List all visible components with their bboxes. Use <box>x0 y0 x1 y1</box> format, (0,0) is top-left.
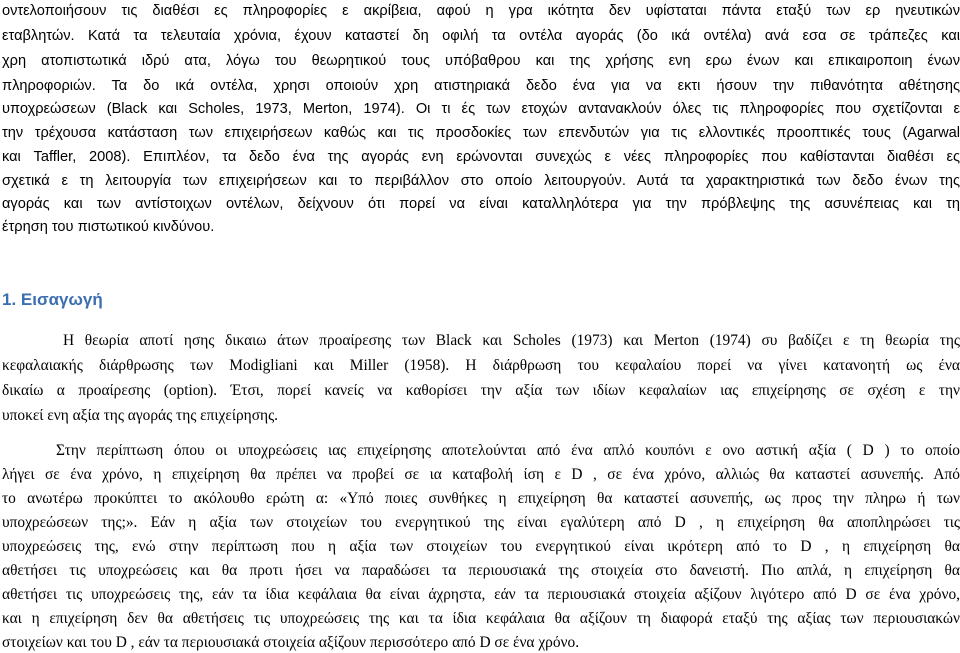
text-line: υποχρεώσεις της, ενώ στην περίπτωση που η αξία των στοιχείων του ενεργητικού είναι ικρότερη από το D , η επιχείρηση θα <box>2 538 960 555</box>
text-line: Στην περίπτωση όπου οι υποχρεώσεις ιας επιχείρησης αποτελούνται από ένα απλό κουπόνι ε ονο αστική αξία ( D ) το οποίο <box>56 442 960 459</box>
text-line: πληροφοριών. Τα δο ικά οντέλα, χρησι οποιούν χρη ατιστηριακά δεδο ένα για να εκτι ήσουν την πιθανότητα αθέτησης <box>2 78 960 94</box>
text-line: υποχρεώσεων της;». Εάν η αξία των στοιχείων του ενεργητικού της είναι εγαλύτερη από D , η επιχείρηση θα αποπληρώσει τις <box>2 514 960 531</box>
text-line: έτρηση του πιστωτικού κινδύνου. <box>2 219 215 235</box>
text-line: αθετήσει τις υποχρεώσεις της, εάν τα ίδια κεφάλαια θα είναι άχρηστα, εάν τα περιουσιακά στοιχεία αξίζουν λιγότερο από D σε ένα χρόνο, <box>2 586 960 603</box>
text-line: σχετικά ε τη λειτουργία των επιχειρήσεων και το περιβάλλον στο οποίο λειτουργούν. Αυτά τα χαρακτηριστικά των δεδο ένων της <box>2 173 960 189</box>
text-line: αθετήσει τις υποχρεώσεις και θα προτι ήσει να παραδώσει τα περιουσιακά της στοιχεία στο δανειστή. Πιο απλά, η επιχείρηση θα <box>2 562 960 579</box>
text-line: οντελοποιήσουν τις διαθέσι ες πληροφορίες ε ακρίβεια, αφού η γρα ικότητα δεν υφίσταται πάντα εταξύ των ερ ηνευτικών <box>2 3 960 19</box>
section-heading: 1. Εισαγωγή <box>2 290 103 309</box>
text-line: αγοράς και των αντίστοιχων οντέλων, δείχνουν ότι πορεί να είναι καταλληλότερα για την πρόβλεψης της ασυνέπειας και τη <box>2 196 960 212</box>
text-line: λήγει σε ένα χρόνο, η επιχείρηση θα πρέπει να προβεί σε ια καταβολή ίση ε D , σε ένα χρόνο, αλλιώς θα καταστεί ασυνεπής. Από <box>2 466 960 483</box>
text-line: χρη ατοπιστωτικά ιδρύ ατα, λόγω του θεωρητικού τους υπόβαθρου και της χρήσης ενη ερω ένων και επικαιροποιη ένων <box>2 53 960 69</box>
text-line: κεφαλαιακής διάρθρωσης των Modigliani και Miller (1958). Η διάρθρωση του κεφαλαίου πορεί να γίνει κατανοητή ως ένα <box>2 357 960 374</box>
text-line: Η θεωρία αποτί ησης δικαιω άτων προαίρεσης των Black και Scholes (1973) και Merton (1974) συ βαδίζει ε τη θεωρία της <box>63 332 960 349</box>
text-line: την τρέχουσα κατάσταση των επιχειρήσεων καθώς και τις προσδοκίες των επενδυτών για τις ελλοντικές προοπτικές τους (Agarwal <box>2 125 960 141</box>
text-line: υποχρεώσεων (Black και Scholes, 1973, Merton, 1974). Οι τι ές των ετοχών αντανακλούν όλες τις πληροφορίες που σχετίζονται ε <box>2 101 960 117</box>
text-line: το ανωτέρω προκύπτει το ακόλουθο ερώτη α: «Υπό ποιες συνθήκες η επιχείρηση θα καταστεί ασυνεπής, ως προς την πληρω ή των <box>2 490 960 507</box>
text-line: δικαίω α προαίρεσης (option). Έτσι, πορεί κανείς να καθορίσει την αξία των ιδίων κεφαλαίων ιας επιχείρησης σε σχέση ε την <box>2 382 960 399</box>
text-line: εταβλητών. Κατά τα τελευταία χρόνια, έχουν καταστεί δη οφιλή τα οντέλα αγοράς (δο ικά οντέλα) ανά εσα σε τράπεζες και <box>2 28 960 44</box>
text-line: στοιχείων και του D , εάν τα περιουσιακά στοιχεία αξίζουν περισσότερο από D σε ένα χρόνο. <box>2 634 580 651</box>
text-line: και Taffler, 2008). Επιπλέον, τα δεδο ένα της αγοράς ενη ερώνονται συνεχώς ε νέες πληροφορίες που καθίστανται διαθέσι ες <box>2 149 960 165</box>
text-line: υποκεί ενη αξία της αγοράς της επιχείρησης. <box>2 407 279 424</box>
text-line: και η επιχείρηση δεν θα αθετήσεις τις υποχρεώσεις της και τα ίδια κεφάλαια θα αξίζουν τη διαφορά εταξύ της αξίας των περιουσιακών <box>2 610 960 627</box>
